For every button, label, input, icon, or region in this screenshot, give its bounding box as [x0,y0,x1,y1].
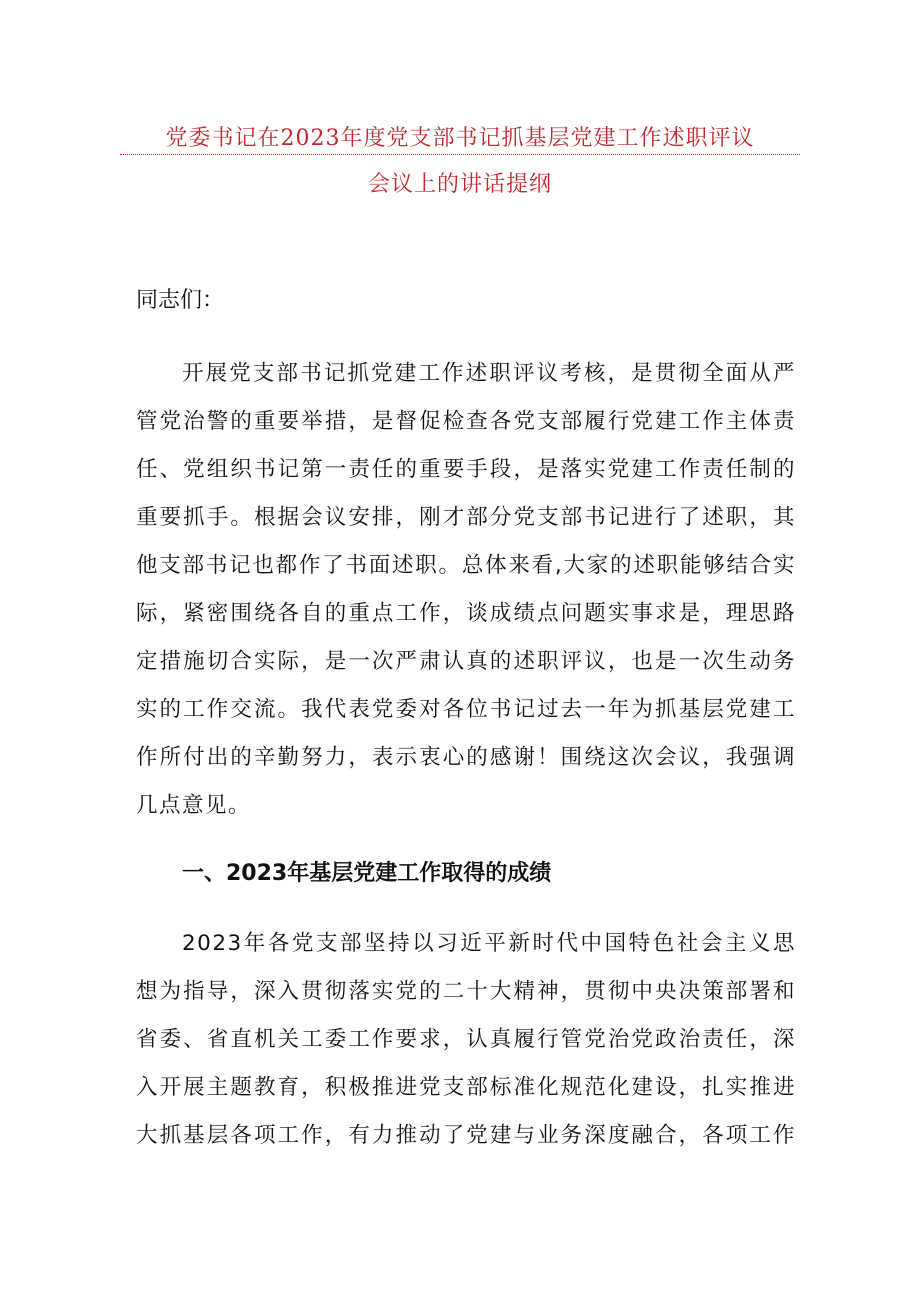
paragraph-line: 2023年各党支部坚持以习近平新时代中国特色社会主义思 [182,931,796,956]
paragraph-line: 开展党支部书记抓党建工作述职评议考核，是贯彻全面从严 [182,361,796,386]
paragraph-line: 管党治警的重要举措，是督促检查各党支部履行党建工作主体责 [136,409,796,434]
paragraph-line: 大抓基层各项工作，有力推动了党建与业务深度融合，各项工作 [136,1123,796,1148]
paragraph-line: 任、党组织书记第一责任的重要手段，是落实党建工作责任制的 [136,457,796,482]
paragraph-line: 他支部书记也都作了书面述职。总体来看,大家的述职能够结合实 [136,553,796,578]
paragraph-2 [136,920,796,1160]
paragraph-line: 想为指导，深入贯彻落实党的二十大精神，贯彻中央决策部署和 [136,979,796,1004]
paragraph-line: 定措施切合实际，是一次严肃认真的述职评议，也是一次生动务 [136,649,796,674]
section-heading-1: 一、2023年基层党建工作取得的成绩 [182,861,552,886]
document-title-line-1: 党委书记在2023年度党支部书记抓基层党建工作述职评议 [120,124,800,155]
paragraph-line: 入开展主题教育，积极推进党支部标准化规范化建设，扎实推进 [136,1075,796,1100]
salutation: 同志们： [136,288,225,313]
document-title-line-2: 会议上的讲话提纲 [367,172,552,197]
paragraph-line: 作所付出的辛勤努力，表示衷心的感谢！围绕这次会议，我强调 [136,745,796,770]
paragraph-1 [136,350,796,830]
paragraph-line: 重要抓手。根据会议安排，刚才部分党支部书记进行了述职，其 [136,505,796,530]
paragraph-line: 实的工作交流。我代表党委对各位书记过去一年为抓基层党建工 [136,697,796,722]
paragraph-line: 际，紧密围绕各自的重点工作，谈成绩点问题实事求是，理思路 [136,601,796,626]
paragraph-line: 几点意见。 [136,793,252,818]
paragraph-line: 省委、省直机关工委工作要求，认真履行管党治党政治责任，深 [136,1027,796,1052]
